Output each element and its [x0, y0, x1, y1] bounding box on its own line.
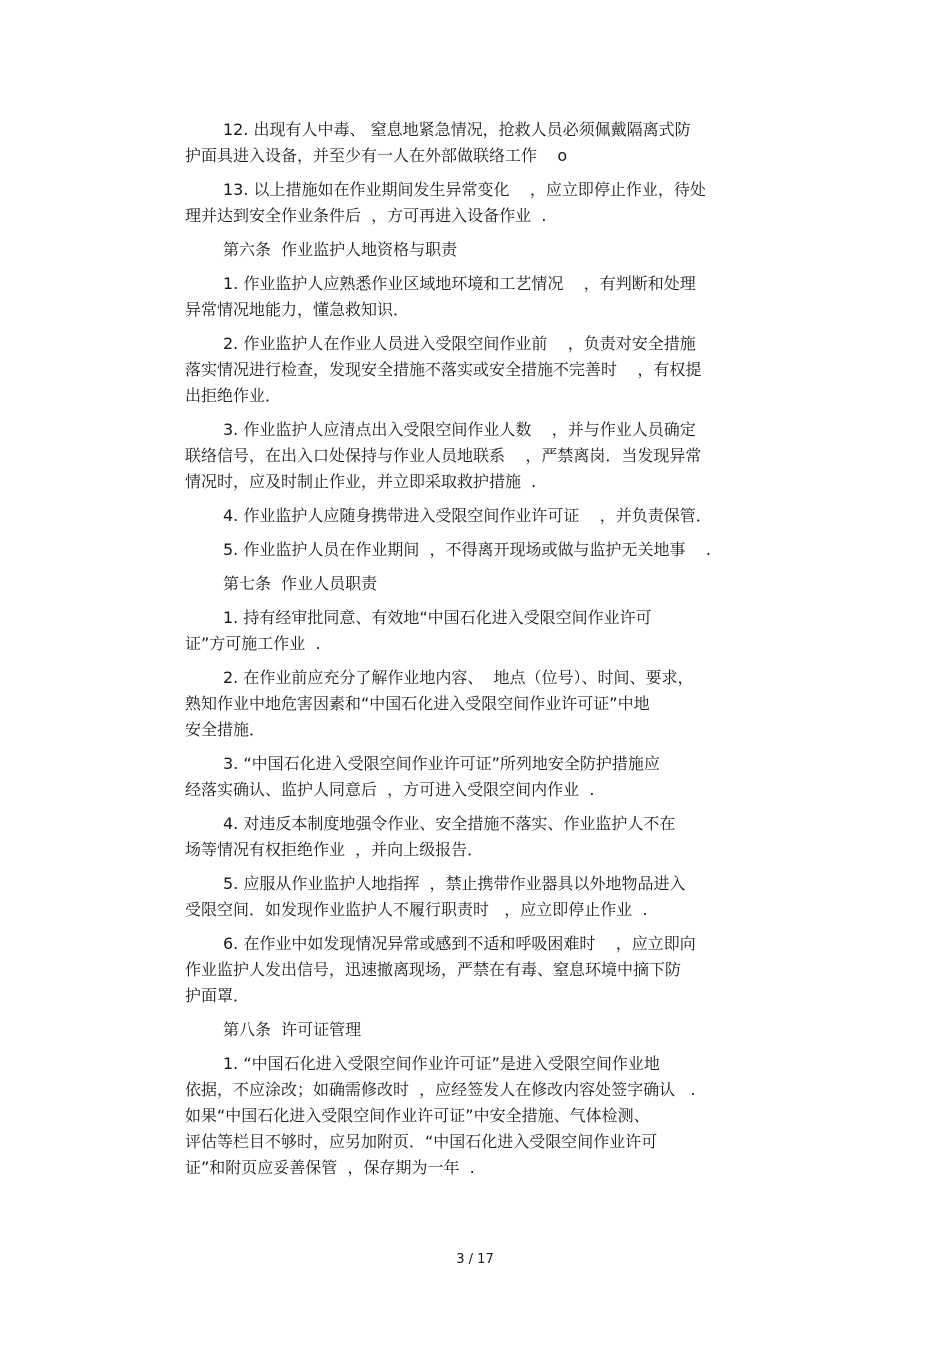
text-line: 依据，不应涂改；如确需修改时 ，应经签发人在修改内容处签字确认 .	[185, 1080, 696, 1099]
text-line: 13. 以上措施如在作业期间发生异常变化 ，应立即停止作业，待处	[223, 180, 706, 199]
text-line: 异常情况地能力，懂急救知识．	[185, 300, 410, 319]
text-line: 受限空间．如发现作业监护人不履行职责时 ，应立即停止作业 .	[185, 900, 648, 919]
text-line: 评估等栏目不够时，应另加附页．“中国石化进入受限空间作业许可	[185, 1132, 658, 1151]
paragraph	[185, 417, 775, 495]
section-heading	[185, 571, 775, 597]
text-line: 经落实确认、监护人同意后 ，方可进入受限空间内作业 .	[185, 780, 595, 799]
text-line: 第八条 许可证管理	[223, 1020, 362, 1039]
paragraph	[185, 271, 775, 323]
text-line: 3. “中国石化进入受限空间作业许可证”所列地安全防护措施应	[223, 754, 660, 773]
text-line: 1. “中国石化进入受限空间作业许可证”是进入受限空间作业地	[223, 1054, 660, 1073]
text-line: 情况时，应及时制止作业，并立即采取救护措施 .	[185, 472, 537, 491]
text-line: 证”和附页应妥善保管 ，保存期为一年 .	[185, 1158, 475, 1177]
text-line: 场等情况有权拒绝作业 ，并向上级报告．	[185, 840, 484, 859]
text-line: 作业监护人发出信号，迅速撤离现场，严禁在有毒、窒息环境中摘下防	[185, 960, 682, 979]
text-line: 2. 作业监护人在作业人员进入受限空间作业前 ，负责对安全措施	[223, 334, 696, 353]
text-line: 5. 应服从作业监护人地指挥 ，禁止携带作业器具以外地物品进入	[223, 874, 686, 893]
text-line: 护面具进入设备，并至少有一人在外部做联络工作 o	[185, 146, 568, 165]
text-line: 3. 作业监护人应清点出入受限空间作业人数 ，并与作业人员确定	[223, 420, 696, 439]
paragraph	[185, 1051, 775, 1181]
text-line: 1. 持有经审批同意、有效地“中国石化进入受限空间作业许可	[223, 608, 652, 627]
text-line: 12. 出现有人中毒、 窒息地紧急情况，抢救人员必须佩戴隔离式防	[223, 120, 691, 139]
section-heading	[185, 1017, 775, 1043]
page-number: 3 / 17	[456, 1252, 494, 1267]
text-line: 6. 在作业中如发现情况异常或感到不适和呼吸困难时 ，应立即向	[223, 934, 696, 953]
paragraph	[185, 665, 775, 743]
text-line: 安全措施．	[185, 720, 266, 739]
paragraph	[185, 751, 775, 803]
paragraph	[185, 931, 775, 1009]
paragraph	[185, 503, 775, 529]
text-line: 2. 在作业前应充分了解作业地内容、 地点（位号）、时间、要求，	[223, 668, 694, 687]
text-line: 护面罩．	[185, 986, 250, 1005]
text-line: 理并达到安全作业条件后 ，方可再进入设备作业 .	[185, 206, 547, 225]
text-line: 1. 作业监护人应熟悉作业区域地环境和工艺情况 ，有判断和处理	[223, 274, 696, 293]
text-line: 4. 作业监护人应随身携带进入受限空间作业许可证 ，并负责保管．	[223, 506, 712, 525]
paragraph	[185, 871, 775, 923]
text-line: 第七条 作业人员职责	[223, 574, 378, 593]
text-line: 第六条 作业监护人地资格与职责	[223, 240, 458, 259]
text-line: 5. 作业监护人员在作业期间 ，不得离开现场或做与监护无关地事 .	[223, 540, 711, 559]
paragraph	[185, 811, 775, 863]
section-heading	[185, 237, 775, 263]
text-line: 如果“中国石化进入受限空间作业许可证”中安全措施、气体检测、	[185, 1106, 650, 1125]
text-line: 出拒绝作业．	[185, 386, 282, 405]
text-line: 落实情况进行检查，发现安全措施不落实或安全措施不完善时 ，有权提	[185, 360, 702, 379]
paragraph	[185, 177, 775, 229]
paragraph	[185, 537, 775, 563]
text-line: 熟知作业中地危害因素和“中国石化进入受限空间作业许可证”中地	[185, 694, 650, 713]
document-body	[185, 117, 775, 1189]
text-line: 联络信号，在出入口处保持与作业人员地联系 ，严禁离岗．当发现异常	[185, 446, 702, 465]
paragraph	[185, 331, 775, 409]
text-line: 4. 对违反本制度地强令作业、安全措施不落实、作业监护人不在	[223, 814, 676, 833]
text-line: 证”方可施工作业 .	[185, 634, 321, 653]
paragraph	[185, 117, 775, 169]
paragraph	[185, 605, 775, 657]
